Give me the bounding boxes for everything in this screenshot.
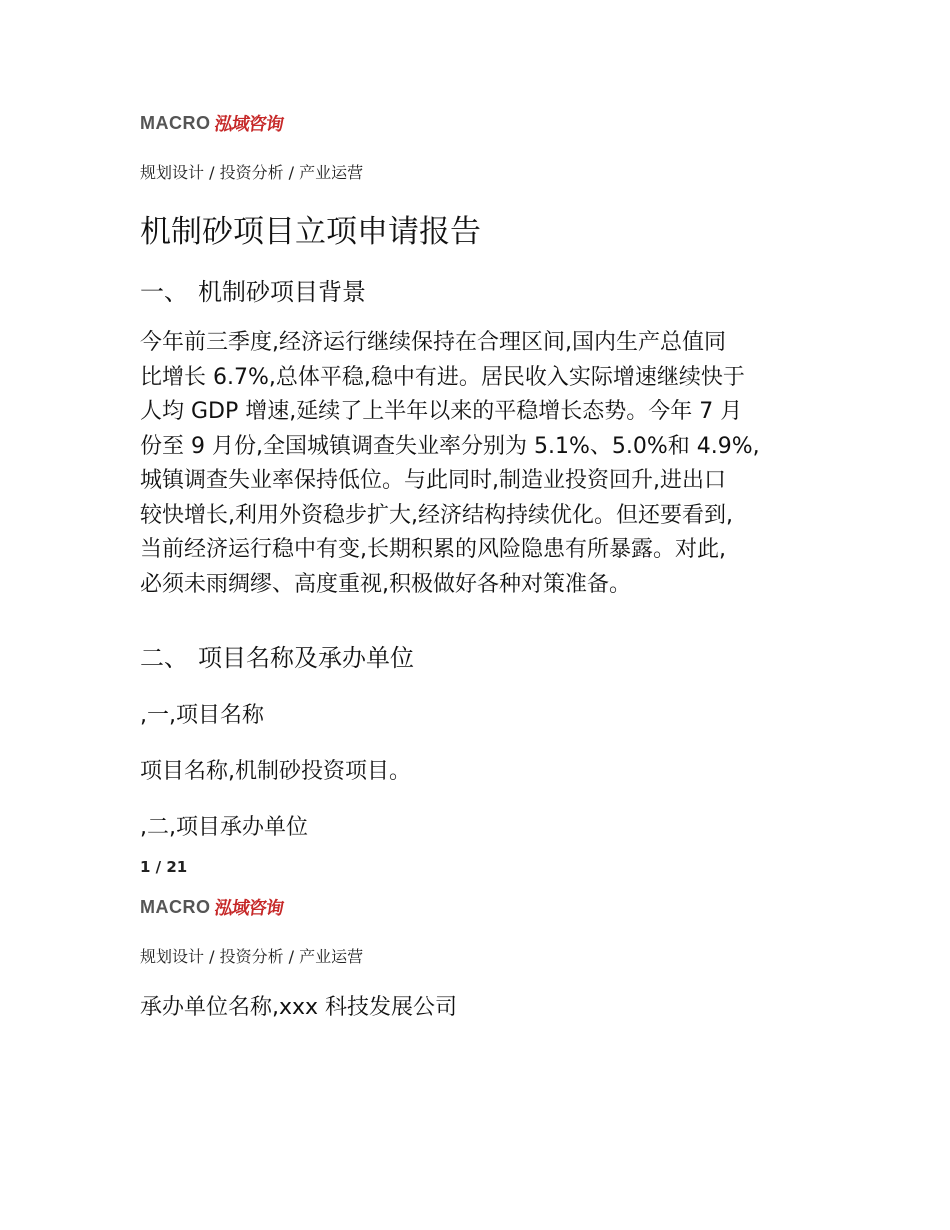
project-name-text: 项目名称,机制砂投资项目。 [140, 759, 411, 784]
logo-latin-text: MACRO [140, 896, 211, 917]
paragraph-line: 必须未雨绸缪、高度重视,积极做好各种对策准备。 [140, 571, 631, 597]
paragraph-line: 当前经济运行稳中有变,长期积累的风险隐患有所暴露。对此, [140, 537, 726, 562]
paragraph-line: 城镇调查失业率保持低位。与此同时,制造业投资回升,进出口 [140, 468, 726, 493]
paragraph-line: 份至 9 月份,全国城镇调查失业率分别为 5.1%、5.0%和 4.9%, [140, 433, 760, 459]
subsection-heading-1: ,一,项目名称 [140, 703, 264, 728]
subsection-heading-2: ,二,项目承办单位 [140, 815, 308, 840]
background-paragraph [140, 326, 820, 602]
logo-chinese-text: 泓域咨询 [212, 114, 284, 135]
company-logo [140, 110, 283, 136]
paragraph-line: 较快增长,利用外资稳步扩大,经济结构持续优化。但还要看到, [140, 502, 733, 528]
section-title-1: 机制砂项目背景 [198, 278, 366, 306]
company-logo [140, 894, 283, 920]
paragraph-line: 今年前三季度,经济运行继续保持在合理区间,国内生产总值同 [140, 330, 726, 355]
section-heading-2 [140, 638, 414, 673]
section-heading-1 [140, 272, 366, 307]
page-number: 1 / 21 [140, 858, 188, 876]
section-number-2: 二、 [140, 644, 188, 672]
header-tagline: 规划设计 / 投资分析 / 产业运营 [140, 947, 364, 966]
logo-latin-text: MACRO [140, 112, 211, 133]
logo-chinese-text: 泓域咨询 [212, 898, 284, 919]
header-tagline: 规划设计 / 投资分析 / 产业运营 [140, 163, 364, 182]
section-number-1: 一、 [140, 278, 188, 306]
paragraph-line: 人均 GDP 增速,延续了上半年以来的平稳增长态势。今年 7 月 [140, 399, 743, 424]
section-title-2: 项目名称及承办单位 [198, 644, 414, 672]
organizer-name-text: 承办单位名称,xxx 科技发展公司 [140, 995, 458, 1020]
document-title: 机制砂项目立项申请报告 [140, 214, 481, 250]
paragraph-line: 比增长 6.7%,总体平稳,稳中有进。居民收入实际增速继续快于 [140, 364, 745, 390]
